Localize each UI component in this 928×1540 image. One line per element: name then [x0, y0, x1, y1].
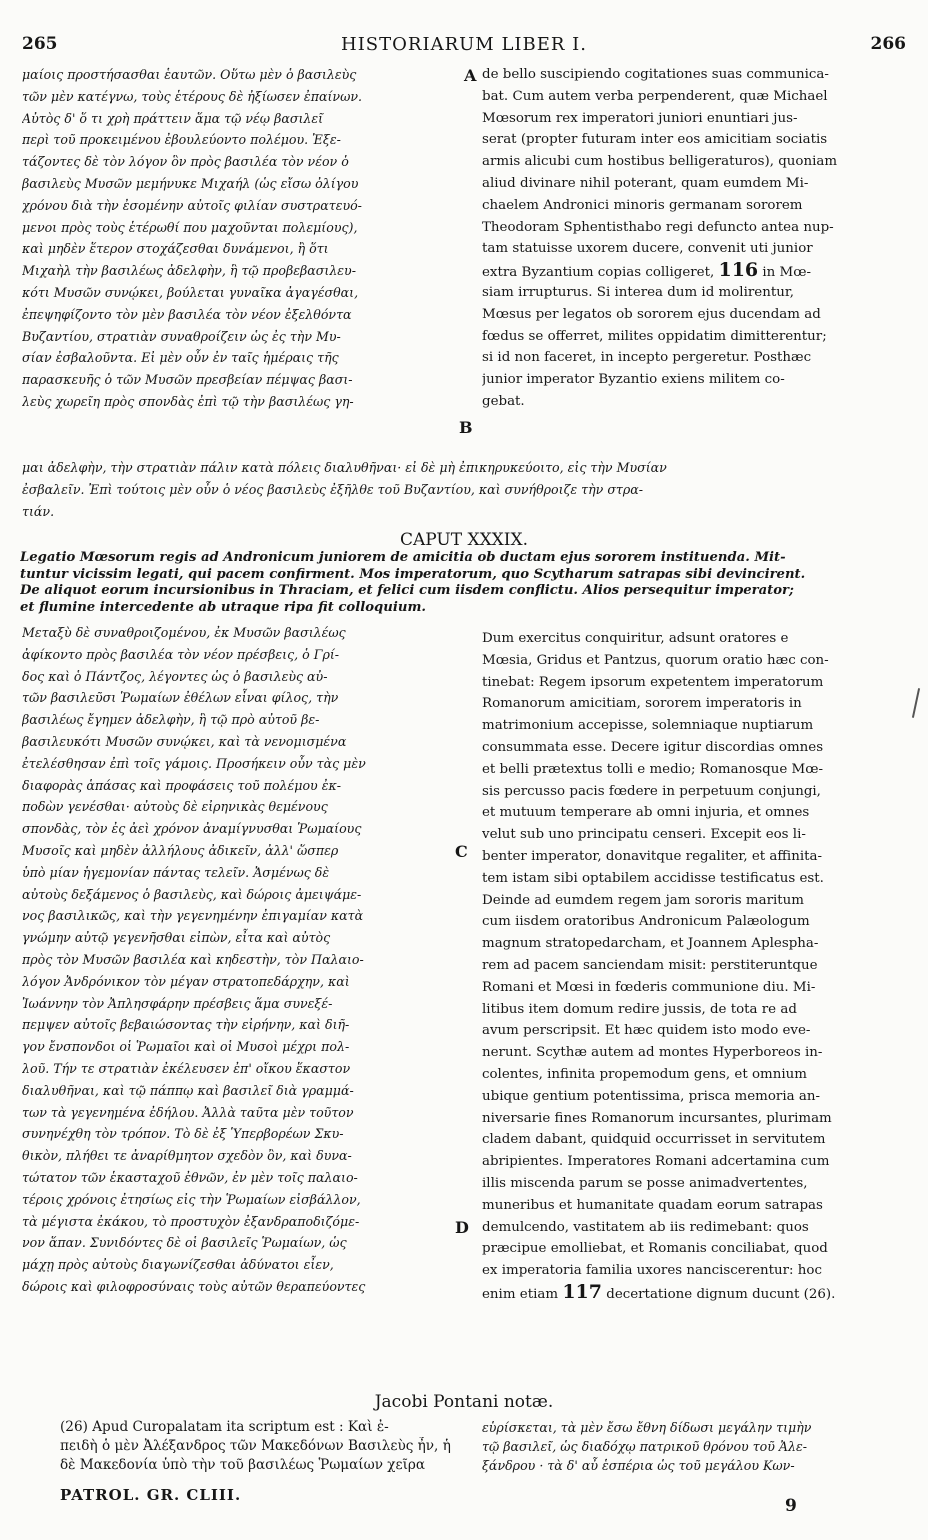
greek-text-line: καὶ μηδὲν ἕτερον στοχάζεσθαι δυνάμενοι, ἢ ὅτι: [22, 241, 329, 257]
greek-text-line: τῶν μὲν κατέγνω, τοὺς ἑτέρους δὲ ἠξίωσεν ἐπαίνων.: [22, 88, 362, 104]
page-number-left: 265: [22, 34, 58, 54]
greek-text-line: ἀφίκοντο πρὸς βασιλέα τὸν νέον πρέσβεις, ὁ Γρί-: [22, 646, 340, 662]
greek-text-line: μαι ἀδελφὴν, τὴν στρατιὰν πάλιν κατὰ πόλεις διαλυθῆναι· εἰ δὲ μὴ ἐπικηρυκεύοιτο, εἰς τὴν Μυσίαν: [22, 460, 667, 475]
latin-column-main: [482, 628, 914, 1304]
latin-text-line: niversarie fines Romanorum incursantes, plurimam: [482, 1110, 832, 1126]
signature-mark: 9: [785, 1496, 797, 1516]
greek-text-line: τῶν βασιλεῦσι Ῥωμαίων ἐθέλων εἶναι φίλος, τὴν: [22, 690, 339, 706]
latin-text-line: tinebat: Regem ipsorum expetentem imperatorum: [482, 674, 824, 690]
latin-text-line: matrimonium accepisse, solemniaque nuptiarum: [482, 718, 814, 734]
greek-text-line: των τὰ γεγενημένα ἐδήλου. Ἀλλὰ ταῦτα μὲν τοῦτον: [22, 1104, 354, 1120]
greek-text-line: τέροις χρόνοις ἐτησίως εἰς τὴν Ῥωμαίων εἰσβάλλον,: [22, 1191, 361, 1207]
latin-text-line: abripientes. Imperatores Romani adcertamina cum: [482, 1154, 830, 1170]
greek-text-line: βασιλέως ἔγημεν ἀδελφὴν, ἣ τῷ πρὸ αὐτοῦ βε-: [22, 712, 320, 728]
running-title: HISTORIARUM LIBER I.: [341, 34, 587, 55]
latin-text-line: benter imperator, donavitque regaliter, et affinita-: [482, 848, 823, 864]
note-left: [60, 1418, 455, 1475]
margin-marker-d: D: [455, 1218, 469, 1237]
margin-marker-b: B: [459, 418, 473, 437]
page-header: [0, 0, 928, 55]
greek-text-line: μενοι πρὸς τοὺς ἑτέρωθί που μαχοῦνται πολεμίους),: [22, 219, 358, 235]
latin-text-line: magnum stratopedarcham, et Joannem Aplespha-: [482, 936, 819, 952]
latin-column-top: [482, 64, 914, 413]
note-text-line: δὲ Μακεδονία ὑπὸ τὴν τοῦ βασιλέως Ῥωμαίων χεῖρα: [60, 1457, 426, 1473]
latin-text-line: consummata esse. Decere igitur discordias omnes: [482, 739, 824, 755]
greek-text-line: γον ἔνσπονδοι οἱ Ῥωμαῖοι καὶ οἱ Μυσοὶ μέχρι πολ-: [22, 1039, 350, 1055]
greek-text-line: βασιλεὺς Μυσῶν μεμήνυκε Μιχαήλ (ὡς εἴσω ὀλίγου: [22, 175, 359, 191]
greek-text-line: γνώμην αὐτῷ γεγενῆσθαι εἰπὼν, εἶτα καὶ αὐτὸς: [22, 930, 331, 946]
latin-text-line: extra Byzantium copias colligeret, 116 in Mœ-: [482, 260, 812, 282]
greek-text-line: συνηνέχθη τὸν τρόπον. Τὸ δὲ ἐξ Ὑπερβορέων Σκυ-: [22, 1126, 344, 1142]
greek-text-line: λόγον Ἀνδρόνικον τὸν μέγαν στρατοπεδάρχην, καὶ: [22, 973, 350, 989]
latin-text-line: Mœsorum rex imperatori juniori enuntiari jus-: [482, 110, 798, 126]
greek-text-line: ἐσβαλεῖν. Ἐπὶ τούτοις μὲν οὖν ὁ νέος βασιλεὺς ἐξῆλθε τοῦ Βυζαντίου, καὶ συνήθροιζε τὴν στρα-: [22, 481, 644, 497]
latin-text-line: Romani et Mœsi in fœderis communione diu. Mi-: [482, 979, 816, 995]
greek-text-line: Μεταξὺ δὲ συναθροιζομένου, ἐκ Μυσῶν βασιλέως: [22, 625, 346, 640]
note-text-line: τῷ βασιλεῖ, ὡς διαδόχῳ πατρικοῦ θρόνου τοῦ Ἀλε-: [482, 1439, 808, 1454]
series-footer: PATROL. GR. CLIII.: [60, 1486, 242, 1504]
greek-text-line: μάχῃ πρὸς αὐτοὺς διαγωνίζεσθαι ἀδύνατοι εἶεν,: [22, 1257, 334, 1273]
greek-text-line: μαίοις προστήσασθαι ἑαυτῶν. Οὕτω μὲν ὁ βασιλεὺς: [22, 67, 357, 82]
greek-text-line: χρόνου διὰ τὴν ἐσομένην αὐτοῖς φιλίαν συστρατευό-: [22, 197, 362, 213]
latin-text-line: rem ad pacem sanciendam misit: perstiteruntque: [482, 957, 818, 973]
greek-text-line: αὐτοὺς δεξάμενος ὁ βασιλεὺς, καὶ δώροις ἀμειψάμε-: [22, 886, 362, 902]
greek-text-line: νον ἅπαν. Συνιδόντες δὲ οἱ βασιλεῖς Ῥωμαίων, ὡς: [22, 1235, 347, 1251]
margin-marker-a: A: [464, 66, 477, 85]
greek-text-line: διαφορὰς ἁπάσας καὶ προφάσεις τοῦ πολέμου ἐκ-: [22, 777, 341, 793]
page-number-right: 266: [870, 34, 906, 54]
greek-column-top: [22, 64, 460, 413]
latin-text-line: colentes, infinita propemodum gens, et omnium: [482, 1066, 807, 1082]
note-right: [482, 1418, 914, 1475]
latin-text-line: Mœsia, Gridus et Pantzus, quorum oratio hæc con-: [482, 652, 829, 668]
latin-text-line: serat (propter futuram inter eos amicitiam sociatis: [482, 132, 828, 148]
latin-text-line: ubique gentium potentissima, prisca memoria an-: [482, 1088, 820, 1104]
latin-text-line: bat. Cum autem verba perpenderent, quæ Michael: [482, 88, 828, 104]
latin-text-line: si id non faceret, in incepto pergeretur. Posthæc: [482, 350, 812, 366]
greek-text-line: Ἰωάννην τὸν Ἀπλησφάρην πρέσβεις ἅμα συνεξέ-: [22, 995, 333, 1011]
latin-text-line: et mutuum temperare ab omni injuria, et omnes: [482, 805, 810, 821]
latin-text-line: cum iisdem oratoribus Andronicum Palæologum: [482, 914, 810, 930]
latin-text-line: litibus item domum redire jussis, de tota re ad: [482, 1001, 797, 1017]
greek-text-line: περὶ τοῦ προκειμένου ἐβουλεύοντο πολέμου. Ἐξε-: [22, 132, 341, 148]
latin-text-line: aliud divinare nihil poterant, quam eumdem Mi-: [482, 175, 809, 191]
summary-text-line: De aliquot eorum incursionibus in Thraciam, et felici cum iisdem conflictu. Alios persequitur imperator;: [20, 583, 794, 598]
note-text-line: (26) Apud Curopalatam ita scriptum est : Καὶ ἐ-: [60, 1419, 389, 1435]
greek-text-line: σπονδὰς, τὸν ἐς ἀεὶ χρόνον ἀναμίγνυσθαι Ῥωμαίους: [22, 821, 362, 837]
latin-text-line: chaelem Andronici minoris germanam sororem: [482, 197, 803, 213]
greek-text-line: σίαν ἐσβαλοῦντα. Εἰ μὲν οὖν ἐν ταῖς ἡμέραις τῆς: [22, 350, 339, 366]
greek-text-line: λεὺς χωρεῖη πρὸς σπονδὰς ἐπὶ τῷ τὴν βασιλέως γη-: [22, 393, 354, 409]
chapter-summary: [20, 550, 908, 616]
latin-text-line: tam statuisse uxorem ducere, convenit uti junior: [482, 241, 813, 257]
greek-text-line: παρασκευῆς ὁ τῶν Μυσῶν πρεσβείαν πέμψας βασι-: [22, 372, 353, 388]
latin-text-line: sis percusso pacis fœdere in perpetuum conjungi,: [482, 783, 821, 799]
greek-text-line: τώτατον τῶν ἑκασταχοῦ ἐθνῶν, ἐν μὲν τοῖς παλαιο-: [22, 1169, 358, 1185]
latin-text-line: Romanorum amicitiam, sororem imperatoris in: [482, 696, 802, 712]
greek-text-line: δος καὶ ὁ Πάντζος, λέγοντες ὡς ὁ βασιλεὺς αὐ-: [22, 668, 328, 684]
notes-title: Jacobi Pontani notæ.: [374, 1392, 554, 1412]
note-text-line: πειδὴ ὁ μὲν Ἀλέξανδρος τῶν Μακεδόνων Βασιλεὺς ἦν, ἡ: [60, 1438, 451, 1454]
latin-text-line: fœdus se offerret, milites oppidatim dimitterentur;: [482, 328, 827, 344]
greek-text-line: τιάν.: [22, 503, 55, 519]
latin-text-line: junior imperator Byzantio exiens militem co-: [482, 372, 785, 388]
greek-text-line: ἐπεψηφίζοντο τὸν μὲν βασιλέα τὸν νέον ἐξελθόντα: [22, 306, 352, 322]
latin-text-line: demulcendo, vastitatem ab iis redimebant: quos: [482, 1219, 809, 1235]
latin-text-line: ex imperatoria familia uxores nanciscerentur: hoc: [482, 1263, 822, 1279]
latin-text-line: Mœsus per legatos ob sororem ejus ducendam ad: [482, 306, 821, 322]
latin-text-line: enim etiam 117 decertatione dignum ducunt (26).: [482, 1281, 836, 1303]
greek-text-line: νος βασιλικῶς, καὶ τὴν γεγενημένην ἐπιγαμίαν κατὰ: [22, 908, 364, 924]
greek-full-width: [22, 457, 914, 522]
latin-text-line: Dum exercitus conquiritur, adsunt oratores e: [482, 631, 789, 646]
latin-text-line: gebat.: [482, 393, 525, 409]
latin-text-line: Deinde ad eumdem regem jam sororis maritum: [482, 892, 804, 908]
greek-text-line: ποδὼν γενέσθαι· αὐτοὺς δὲ εἰρηνικὰς θεμένους: [22, 799, 328, 815]
greek-text-line: Βυζαντίου, στρατιὰν συναθροίζειν ὡς ἐς τὴν Μυ-: [22, 328, 341, 344]
latin-text-line: armis alicubi cum hostibus belligeraturos), quoniam: [482, 154, 838, 170]
greek-text-line: κότι Μυσῶν συνῴκει, βούλεται γυναῖκα ἀγαγέσθαι,: [22, 284, 359, 300]
note-text-line: ξάνδρου · τὰ δ' αὖ ἑσπέρια ὡς τοῦ μεγάλου Κων-: [482, 1458, 795, 1473]
greek-text-line: θικὸν, πλήθει τε ἀναρίθμητον σχεδὸν ὂν, καὶ δυνα-: [22, 1148, 352, 1164]
latin-text-line: Theodoram Sphentisthabo regi defuncto antea nup-: [482, 219, 834, 235]
latin-text-line: illis miscenda parum se posse animadvertentes,: [482, 1175, 808, 1191]
summary-text-line: et flumine intercedente ab utraque ripa fit colloquium.: [20, 599, 426, 615]
greek-text-line: λοῦ. Τήν τε στρατιὰν ἐκέλευσεν ἐπ' οἴκου ἕκαστον: [22, 1060, 351, 1076]
margin-marker-c: C: [455, 842, 468, 861]
summary-text-line: Legatio Mœsorum regis ad Andronicum juniorem de amicitia ob ductam ejus sororem instituenda. Mit-: [20, 550, 786, 565]
latin-text-line: et belli prætextus tolli e medio; Romanosque Mœ-: [482, 761, 823, 777]
greek-text-line: βασιλευκότι Μυσῶν συνῴκει, καὶ τὰ νενομισμένα: [22, 733, 347, 749]
chapter-title: CAPUT XXXIX.: [399, 530, 529, 550]
greek-text-line: τάζοντες δὲ τὸν λόγον ὃν πρὸς βασιλέα τὸν νέον ὁ: [22, 154, 349, 170]
greek-text-line: πεμψεν αὐτοῖς βεβαιώσοντας τὴν εἰρήνην, καὶ διῆ-: [22, 1017, 350, 1033]
greek-text-line: πρὸς τὸν Μυσῶν βασιλέα καὶ κηδεστὴν, τὸν Παλαιο-: [22, 951, 364, 967]
note-text-line: εὑρίσκεται, τὰ μὲν ἔσω ἔθνη δίδωσι μεγάλην τιμὴν: [482, 1420, 812, 1435]
latin-text-line: de bello suscipiendo cogitationes suas communica-: [482, 67, 829, 82]
greek-text-line: τὰ μέγιστα ἐκάκου, τὸ προστυχὸν ἐξανδραποδιζόμε-: [22, 1213, 360, 1229]
greek-text-line: διαλυθῆναι, καὶ τῷ πάππῳ καὶ βασιλεῖ διὰ γραμμά-: [22, 1082, 354, 1098]
greek-text-line: ὑπὸ μίαν ἡγεμονίαν πάντας τελεῖν. Ἀσμένως δὲ: [22, 864, 330, 880]
summary-text-line: tuntur vicissim legati, qui pacem confirment. Mos imperatorum, quo Scytharum satrapas sibi devincirent.: [20, 566, 806, 582]
latin-text-line: præcipue emolliebat, et Romanis conciliabat, quod: [482, 1241, 828, 1257]
greek-column-main: [22, 622, 460, 1298]
latin-text-line: velut sub uno principatu censeri. Excepit eos li-: [482, 827, 806, 843]
greek-text-line: δώροις καὶ φιλοφροσύναις τοὺς αὐτῶν θεραπεύοντες: [22, 1278, 366, 1294]
greek-text-line: Μυσοῖς καὶ μηδὲν ἀλλήλους ἀδικεῖν, ἀλλ' ὥσπερ: [22, 842, 339, 858]
greek-text-line: ἐτελέσθησαν ἐπὶ τοῖς γάμοις. Προσήκειν οὖν τὰς μὲν: [22, 755, 366, 771]
latin-text-line: siam irrupturus. Si interea dum id molirentur,: [482, 284, 795, 300]
greek-text-line: Αὐτὸς δ' ὅ τι χρὴ πράττειν ἅμα τῷ νέῳ βασιλεῖ: [22, 110, 324, 126]
latin-text-line: avum perscripsit. Et hæc quidem isto modo eve-: [482, 1023, 811, 1039]
greek-text-line: Μιχαὴλ τὴν βασιλέως ἀδελφὴν, ἣ τῷ προβεβασιλευ-: [22, 263, 356, 279]
latin-text-line: nerunt. Scythæ autem ad montes Hyperboreos in-: [482, 1045, 823, 1061]
latin-text-line: muneribus et humanitate quadam eorum satrapas: [482, 1197, 823, 1213]
latin-text-line: cladem dabant, quidquid occurrisset in servitutem: [482, 1132, 826, 1148]
latin-text-line: tem istam sibi optabilem accidisse testificatus est.: [482, 870, 824, 886]
